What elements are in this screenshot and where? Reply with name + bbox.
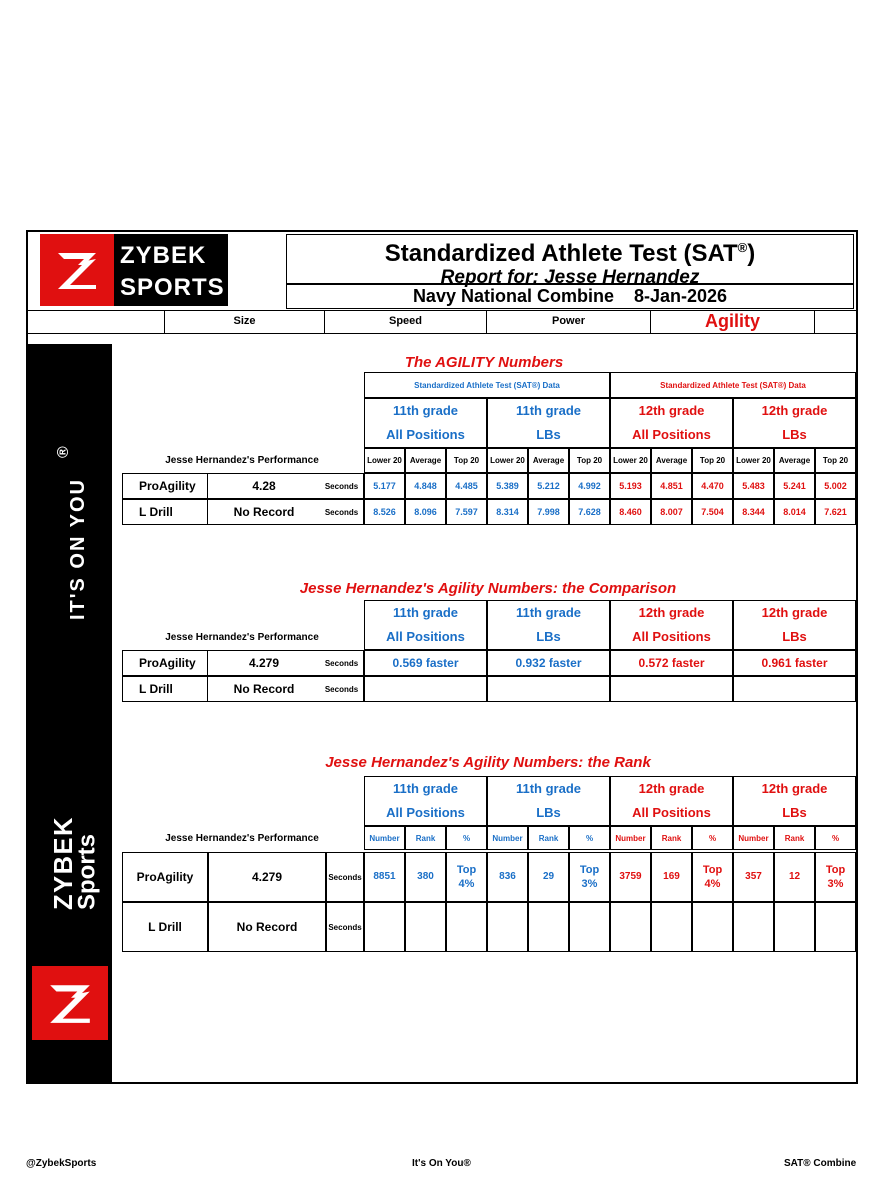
data-cell: 7.504 — [692, 499, 733, 525]
rank-cell — [651, 902, 692, 952]
test-value: 4.28 — [208, 473, 320, 499]
rank-cell — [733, 902, 774, 952]
comparison-group-header — [487, 600, 610, 650]
rank-col-head: % — [815, 826, 856, 850]
rank-col-head: % — [569, 826, 610, 850]
comparison-cell: 0.569 faster — [364, 650, 487, 676]
rank-cell: 836 — [487, 852, 528, 902]
comparison-group-header — [364, 600, 487, 650]
data-cell: 5.241 — [774, 473, 815, 499]
group-header — [733, 398, 856, 448]
rank-test-name: L Drill — [122, 902, 208, 952]
comparison-test-unit: Seconds — [320, 676, 364, 702]
data-cell: 5.002 — [815, 473, 856, 499]
rank-group-header — [610, 776, 733, 826]
data-cell: 5.212 — [528, 473, 569, 499]
col-head: Average — [405, 448, 446, 473]
comparison-test-name: L Drill — [122, 676, 208, 702]
comparison-cell — [487, 676, 610, 702]
report-header — [28, 232, 856, 308]
nav-power[interactable]: Power — [486, 311, 650, 333]
comparison-group-header — [610, 600, 733, 650]
footer-handle: @ZybekSports — [26, 1158, 97, 1169]
comparison-test-value: 4.279 — [208, 650, 320, 676]
comparison-cell — [610, 676, 733, 702]
rank-col-head: Rank — [405, 826, 446, 850]
logo-text-sports: SPORTS — [120, 274, 225, 301]
side-slogan: IT'S ON YOU — [67, 478, 89, 620]
group-position: All Positions — [386, 629, 465, 644]
footer-slogan: It's On You® — [412, 1158, 471, 1169]
rank-cell: 12 — [774, 852, 815, 902]
group-position: LBs — [536, 805, 561, 820]
rank-cell: 3759 — [610, 852, 651, 902]
sat-data-label-12: Standardized Athlete Test (SAT®) Data — [610, 372, 856, 398]
group-header — [487, 398, 610, 448]
sat-report — [26, 230, 858, 1084]
group-position: LBs — [536, 629, 561, 644]
numbers-title: The AGILITY Numbers — [404, 354, 564, 371]
col-head: Lower 20 — [364, 448, 405, 473]
rank-col-head: % — [692, 826, 733, 850]
rank-col-head: % — [446, 826, 487, 850]
data-cell: 8.096 — [405, 499, 446, 525]
rank-cell: 8851 — [364, 852, 405, 902]
data-cell: 7.621 — [815, 499, 856, 525]
performance-label: Jesse Hernandez's Performance — [165, 455, 319, 466]
rank-cell: Top 3% — [569, 852, 610, 902]
data-cell: 8.460 — [610, 499, 651, 525]
rank-col-head: Number — [610, 826, 651, 850]
col-head: Average — [528, 448, 569, 473]
rank-title: Jesse Hernandez's Agility Numbers: the Rank — [325, 754, 651, 771]
rank-cell — [446, 902, 487, 952]
rank-group-header — [364, 776, 487, 826]
group-position: LBs — [782, 629, 807, 644]
data-cell: 5.483 — [733, 473, 774, 499]
data-cell: 7.998 — [528, 499, 569, 525]
rank-cell: Top 4% — [446, 852, 487, 902]
comparison-title: Jesse Hernandez's Agility Numbers: the Comparison — [299, 580, 677, 597]
group-grade: 11th grade — [392, 403, 459, 418]
rank-cell: 357 — [733, 852, 774, 902]
data-cell: 8.014 — [774, 499, 815, 525]
rank-col-head: Number — [364, 826, 405, 850]
col-head: Lower 20 — [733, 448, 774, 473]
event-line — [286, 284, 854, 309]
comparison-test-value: No Record — [208, 676, 320, 702]
col-head: Lower 20 — [610, 448, 651, 473]
rank-group-header — [733, 776, 856, 826]
rank-cell: Top 3% — [815, 852, 856, 902]
rank-cell — [364, 902, 405, 952]
group-grade: 12th grade — [638, 403, 705, 418]
footer-combine: SAT® Combine — [784, 1158, 857, 1169]
group-grade: 11th grade — [515, 781, 582, 796]
data-cell: 8.007 — [651, 499, 692, 525]
group-position: All Positions — [632, 629, 711, 644]
side-brand-sports: Sports — [73, 833, 101, 910]
rank-cell — [405, 902, 446, 952]
data-cell: 5.193 — [610, 473, 651, 499]
group-grade: 11th grade — [392, 605, 459, 620]
group-position: All Positions — [632, 805, 711, 820]
data-cell: 5.389 — [487, 473, 528, 499]
rank-cell — [774, 902, 815, 952]
rank-col-head: Rank — [774, 826, 815, 850]
rank-cell — [528, 902, 569, 952]
group-grade: 12th grade — [638, 605, 705, 620]
rank-col-head: Number — [733, 826, 774, 850]
zybek-logo — [40, 234, 228, 306]
group-grade: 11th grade — [392, 781, 459, 796]
rank-cell: 380 — [405, 852, 446, 902]
data-cell: 4.485 — [446, 473, 487, 499]
col-head: Lower 20 — [487, 448, 528, 473]
data-cell: 4.851 — [651, 473, 692, 499]
rank-cell — [569, 902, 610, 952]
group-grade: 11th grade — [515, 403, 582, 418]
col-head: Top 20 — [569, 448, 610, 473]
group-position: All Positions — [386, 805, 465, 820]
data-cell: 7.597 — [446, 499, 487, 525]
sat-data-label-11: Standardized Athlete Test (SAT®) Data — [364, 372, 610, 398]
comparison-test-unit: Seconds — [320, 650, 364, 676]
nav-agility[interactable]: Agility — [650, 311, 814, 333]
test-name: L Drill — [122, 499, 208, 525]
rank-cell — [487, 902, 528, 952]
test-unit: Seconds — [320, 499, 364, 525]
rank-col-head: Rank — [651, 826, 692, 850]
group-position: LBs — [782, 805, 807, 820]
zybek-z-icon — [40, 234, 114, 306]
data-cell: 4.470 — [692, 473, 733, 499]
rank-cell — [815, 902, 856, 952]
rank-cell — [692, 902, 733, 952]
group-grade: 12th grade — [761, 605, 828, 620]
report-title-box — [286, 234, 854, 288]
report-for: Report for: Jesse Hernandez — [440, 267, 700, 288]
group-header — [610, 398, 733, 448]
rank-cell: 169 — [651, 852, 692, 902]
rank-test-unit: Seconds — [326, 902, 364, 952]
event-date: 8-Jan-2026 — [634, 286, 728, 306]
comparison-cell: 0.572 faster — [610, 650, 733, 676]
data-cell: 5.177 — [364, 473, 405, 499]
group-grade: 12th grade — [761, 781, 828, 796]
rank-test-value: 4.279 — [208, 852, 326, 902]
col-head: Top 20 — [692, 448, 733, 473]
data-cell: 8.526 — [364, 499, 405, 525]
side-z-icon — [32, 966, 108, 1040]
comparison-cell — [733, 676, 856, 702]
data-cell: 8.344 — [733, 499, 774, 525]
comparison-group-header — [733, 600, 856, 650]
group-grade: 12th grade — [761, 403, 828, 418]
nav-speed[interactable]: Speed — [324, 311, 486, 333]
test-name: ProAgility — [122, 473, 208, 499]
rank-test-value: No Record — [208, 902, 326, 952]
col-head: Top 20 — [446, 448, 487, 473]
logo-text-zybek: ZYBEK — [120, 242, 207, 269]
comparison-performance-label: Jesse Hernandez's Performance — [165, 631, 319, 643]
rank-cell: Top 4% — [692, 852, 733, 902]
rank-col-head: Number — [487, 826, 528, 850]
sidebar — [28, 344, 112, 1084]
event-name: Navy National Combine — [412, 286, 614, 306]
col-head: Top 20 — [815, 448, 856, 473]
comparison-cell: 0.961 faster — [733, 650, 856, 676]
col-head: Average — [651, 448, 692, 473]
data-cell: 7.628 — [569, 499, 610, 525]
data-cell: 4.992 — [569, 473, 610, 499]
slogan-vertical — [34, 388, 110, 628]
test-unit: Seconds — [320, 473, 364, 499]
col-head: Average — [774, 448, 815, 473]
rank-col-head: Rank — [528, 826, 569, 850]
rank-cell — [610, 902, 651, 952]
side-brand-zybek: ZYBEK — [50, 816, 78, 910]
nav-spacer — [814, 311, 856, 333]
rank-cell: 29 — [528, 852, 569, 902]
rank-performance-label: Jesse Hernandez's Performance — [165, 832, 319, 844]
group-position: All Positions — [632, 427, 711, 442]
test-value: No Record — [208, 499, 320, 525]
comparison-test-name: ProAgility — [122, 650, 208, 676]
data-cell: 8.314 — [487, 499, 528, 525]
rank-test-name: ProAgility — [122, 852, 208, 902]
comparison-cell — [364, 676, 487, 702]
group-grade: 12th grade — [638, 781, 705, 796]
nav-size[interactable]: Size — [164, 311, 324, 333]
data-cell: 4.848 — [405, 473, 446, 499]
brand-vertical — [34, 799, 110, 949]
rank-test-unit: Seconds — [326, 852, 364, 902]
group-position: All Positions — [386, 427, 465, 442]
side-slogan-reg: ® — [55, 446, 72, 458]
category-nav — [28, 310, 856, 334]
group-position: LBs — [536, 427, 561, 442]
group-header — [364, 398, 487, 448]
comparison-cell: 0.932 faster — [487, 650, 610, 676]
report-title: Standardized Athlete Test (SAT®) — [384, 240, 756, 267]
group-position: LBs — [782, 427, 807, 442]
rank-group-header — [487, 776, 610, 826]
group-grade: 11th grade — [515, 605, 582, 620]
